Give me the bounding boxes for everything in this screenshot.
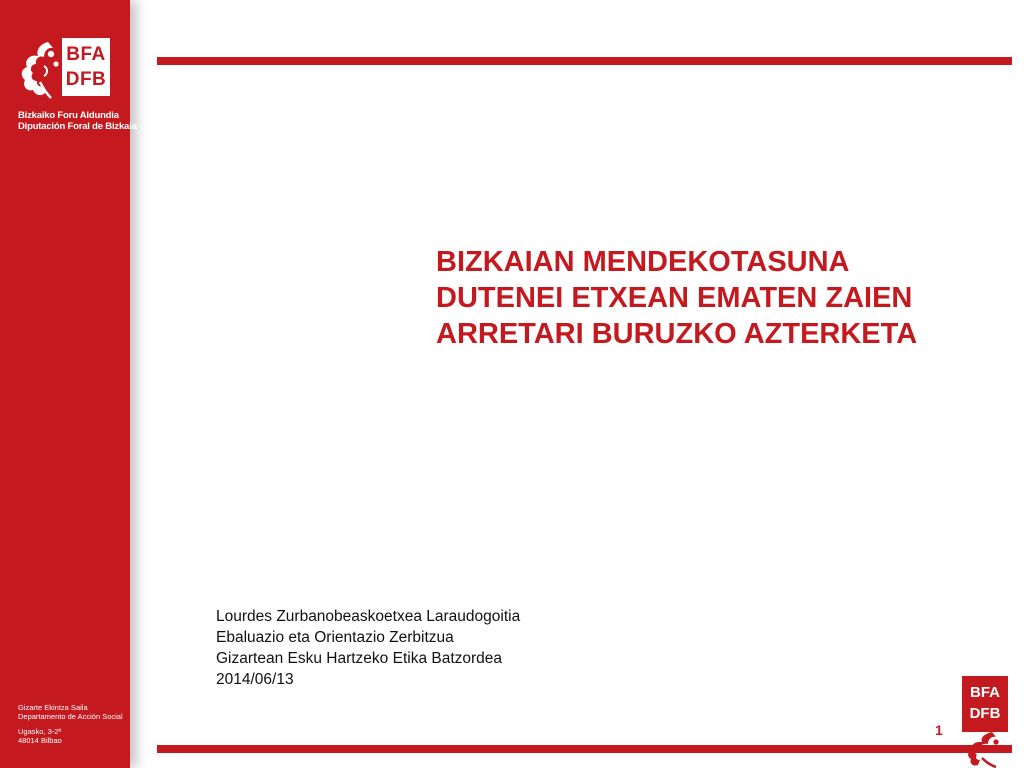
sidebar (0, 0, 137, 768)
department-name (18, 703, 123, 721)
presentation-date: 2014/06/13 (216, 671, 294, 688)
page-number: 1 (935, 722, 943, 738)
bottom-divider (157, 745, 1012, 753)
credits-block (216, 606, 520, 690)
slide-title (436, 244, 1016, 352)
logo-line-2: DFB (65, 69, 107, 90)
address-city: 48014 Bilbao (18, 736, 62, 745)
logo-acronym (62, 38, 110, 96)
committee-name: Gizartean Esku Hartzeko Etika Batzordea (216, 650, 503, 667)
bfa-logo-small (962, 676, 1008, 768)
dept-name-basque: Gizarte Ekintza Saila (18, 703, 88, 712)
organization-name (18, 110, 137, 132)
title-line: DUTENEI ETXEAN EMATEN ZAIEN (436, 282, 913, 314)
org-name-spanish: Diputación Foral de Bizkaia (18, 121, 137, 132)
logo-line-1: BFA (66, 44, 106, 65)
logo-line-2: DFB (969, 705, 1001, 722)
author-name: Lourdes Zurbanobeaskoetxea Laraudogoitia (216, 608, 521, 625)
logo-acronym-small (962, 676, 1008, 732)
dept-name-spanish: Departamento de Acción Social (18, 712, 123, 721)
title-line: BIZKAIAN MENDEKOTASUNA (436, 246, 850, 278)
logo-line-1: BFA (970, 684, 1000, 701)
top-divider (157, 57, 1012, 65)
service-name: Ebaluazio eta Orientazio Zerbitzua (216, 629, 454, 646)
address (18, 727, 62, 745)
title-line: ARRETARI BURUZKO AZTERKETA (436, 318, 918, 350)
bfa-logo (18, 38, 118, 100)
address-street: Ugasko, 3-2ª (18, 727, 62, 736)
org-name-basque: Bizkaiko Foru Aldundia (18, 110, 119, 121)
oak-leaf-logo-icon (18, 38, 62, 100)
oak-leaf-logo-icon (962, 730, 1008, 768)
